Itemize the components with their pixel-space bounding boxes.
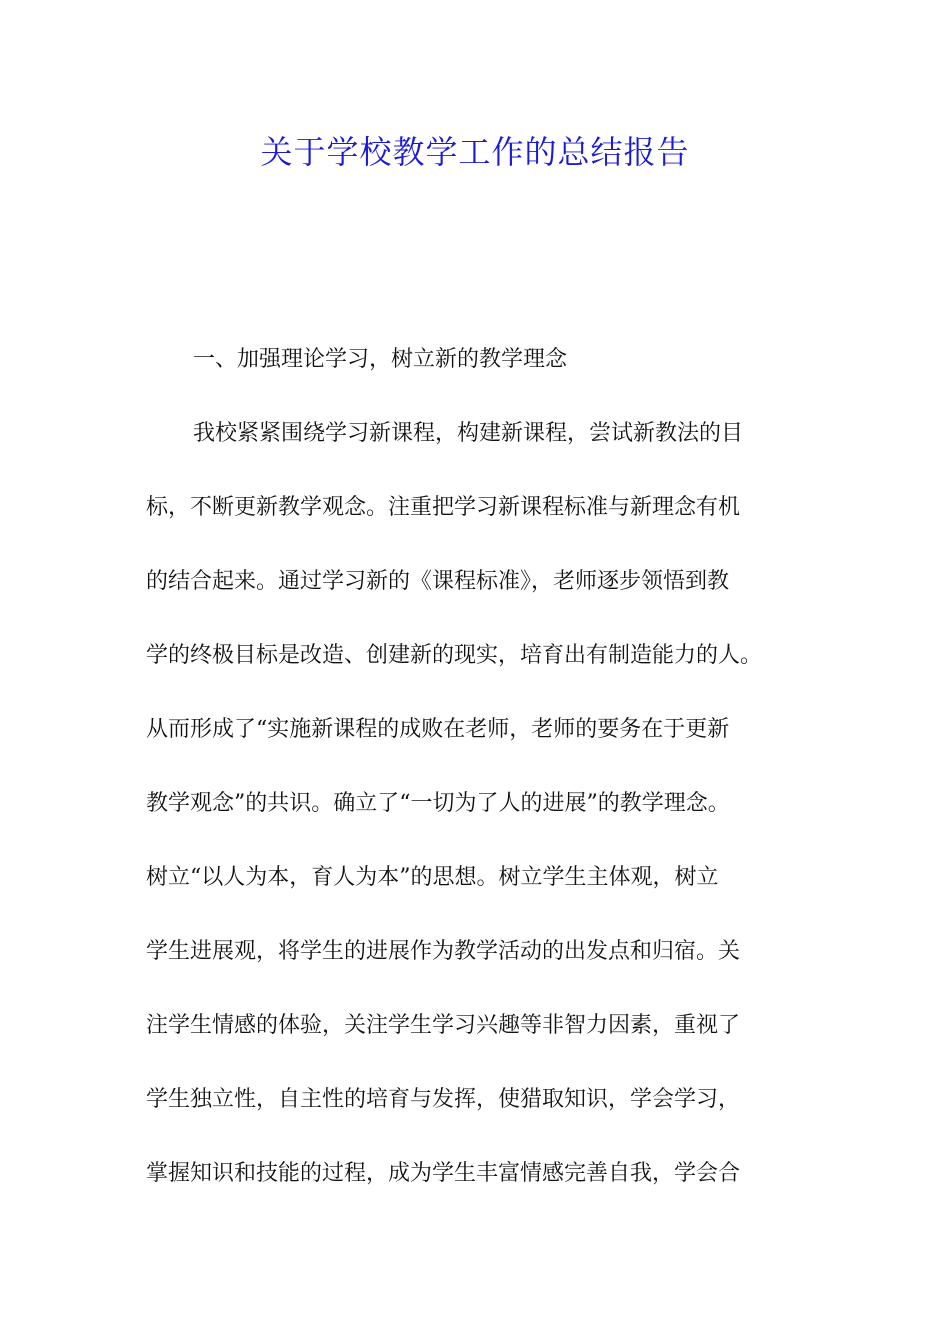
body-line: 的结合起来。通过学习新的《课程标准》，老师逐步领悟到教 <box>146 569 730 594</box>
body-line: 注学生情感的体验，关注学生学习兴趣等非智力因素，重视了 <box>146 1013 741 1038</box>
document-title: 关于学校教学工作的总结报告 <box>260 133 690 171</box>
body-line: 标，不断更新教学观念。注重把学习新课程标准与新理念有机 <box>146 495 741 520</box>
body-line: 学生独立性，自主性的培育与发挥，使猎取知识，学会学习， <box>146 1087 741 1112</box>
body-line: 学的终极目标是改造、创建新的现实，培育出有制造能力的人。 <box>146 643 763 668</box>
body-line: 树立“以人为本，育人为本”的思想。树立学生主体观，树立 <box>146 865 719 890</box>
body-line: 学生进展观，将学生的进展作为教学活动的出发点和归宿。关 <box>146 939 741 964</box>
section-heading: 一、加强理论学习，树立新的教学理念 <box>193 347 568 372</box>
body-line: 从而形成了“实施新课程的成败在老师，老师的要务在于更新 <box>146 717 730 742</box>
body-line: 教学观念”的共识。确立了“一切为了人的进展”的教学理念。 <box>146 791 730 816</box>
body-line: 我校紧紧围绕学习新课程，构建新课程，尝试新教法的目 <box>193 421 744 446</box>
body-line: 掌握知识和技能的过程，成为学生丰富情感完善自我，学会合 <box>146 1161 741 1186</box>
